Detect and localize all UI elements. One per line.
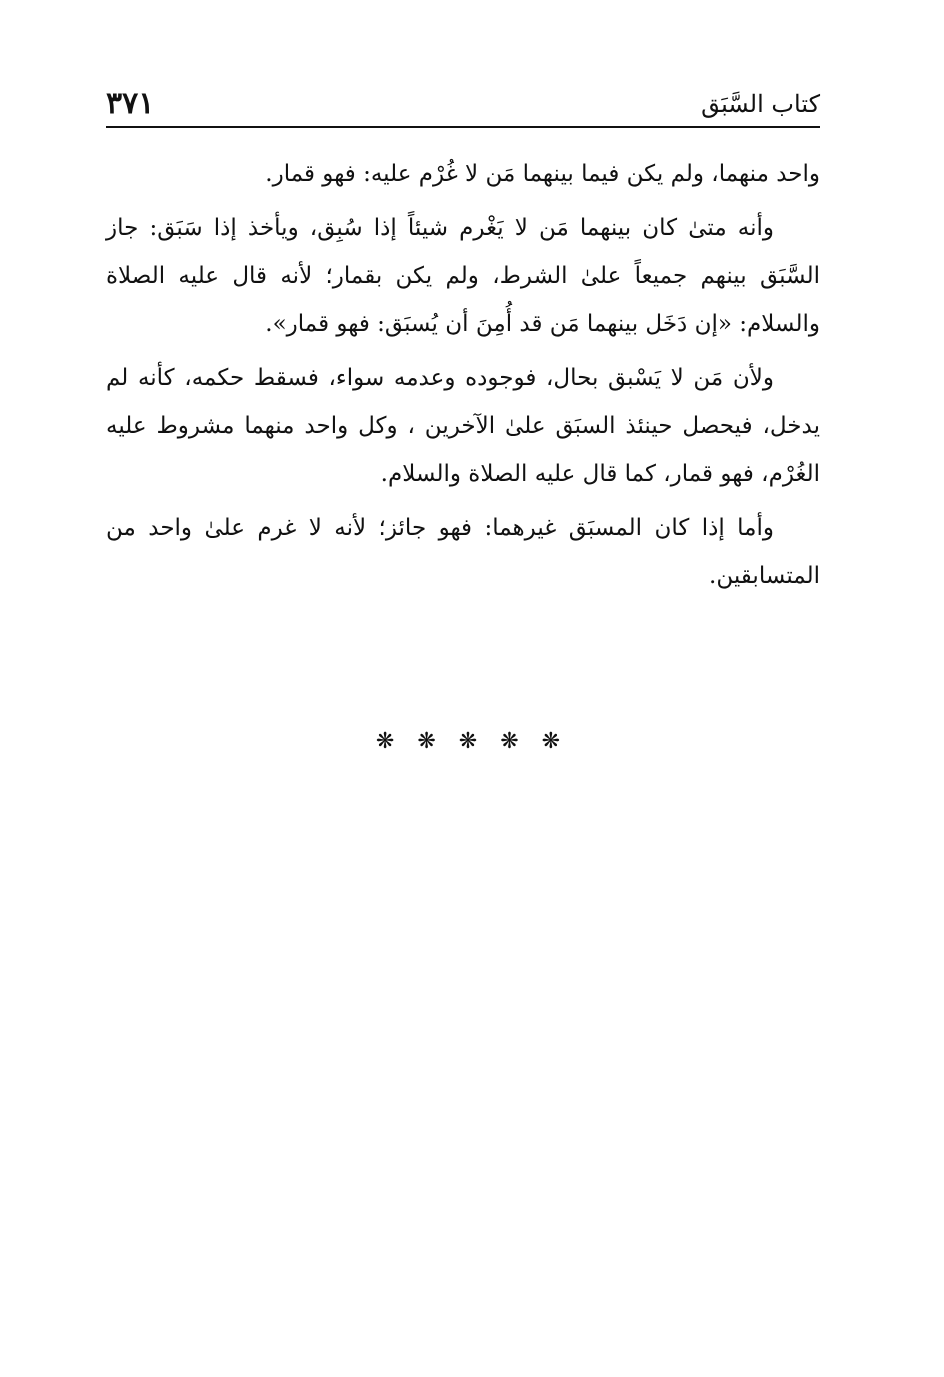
paragraph-2: وأنه متىٰ كان بينهما مَن لا يَغْرم شيئاً إذا سُبِق، ويأخذ إذا سَبَق: جاز السَّبَق بينهم جميعاً علىٰ الشرط، ولم يكن بقمار؛ لأنه قال عليه الصلاة والسلام: «إن دَخَل بينهما مَن قد أُمِنَ أن يُسبَق: فهو قمار». <box>106 215 820 337</box>
book-title: كتاب السَّبَق <box>701 90 820 118</box>
page-number: ٣٧١ <box>106 86 155 121</box>
section-separator: ❋ ❋ ❋ ❋ ❋ <box>375 729 569 754</box>
running-header <box>106 82 820 128</box>
body-text <box>106 150 820 606</box>
paragraph-4: وأما إذا كان المسبَق غيرهما: فهو جائز؛ لأنه لا غرم علىٰ واحد من المتسابقين. <box>106 515 820 589</box>
paragraph-1: واحد منهما، ولم يكن فيما بينهما مَن لا غُرْم عليه: فهو قمار. <box>265 161 820 187</box>
paragraph-3: ولأن مَن لا يَسْبق بحال، فوجوده وعدمه سواء، فسقط حكمه، كأنه لم يدخل، فيحصل حينئذ السبَق علىٰ الآخرين ، وكل واحد منهما مشروط عليه الغُرْم، فهو قمار، كما قال عليه الصلاة والسلام. <box>106 365 820 487</box>
